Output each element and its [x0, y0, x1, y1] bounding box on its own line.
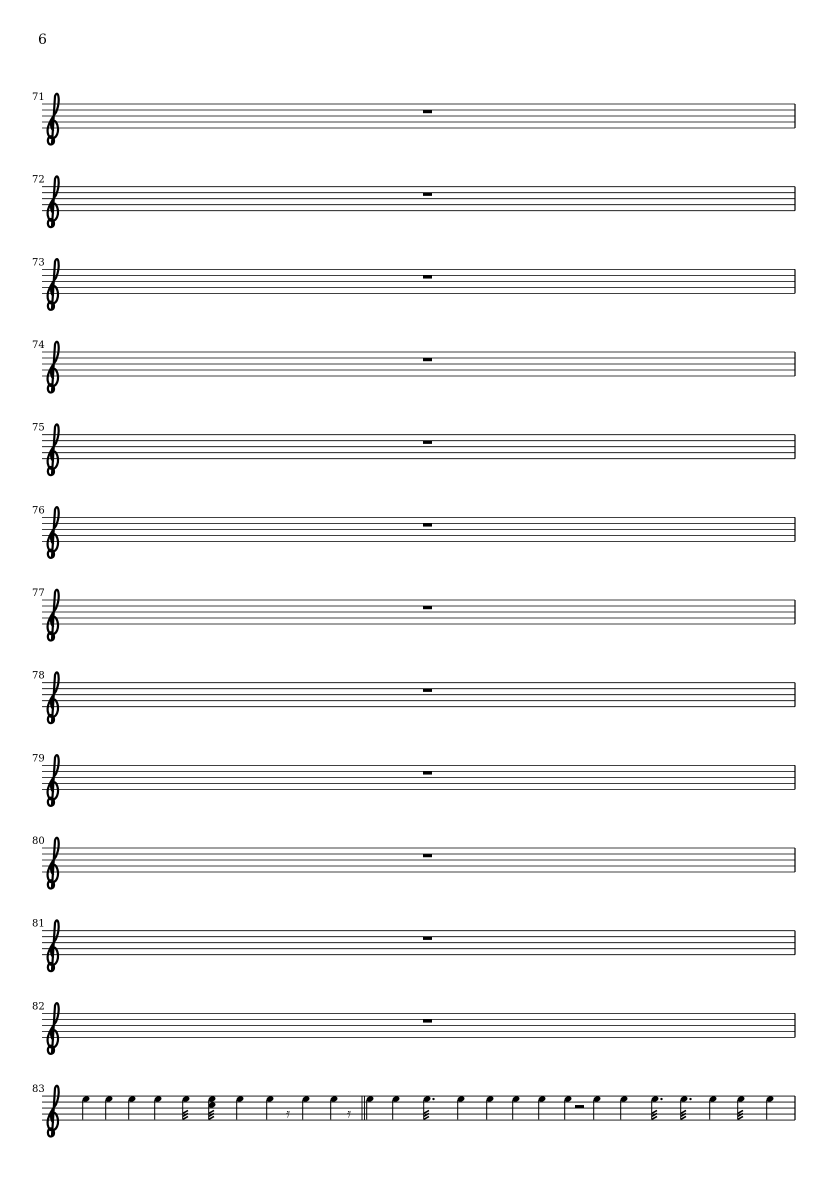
- whole-rest: [423, 358, 432, 361]
- page-number: 6: [38, 32, 47, 48]
- measure-number: 81: [32, 918, 45, 930]
- treble-clef-icon: [48, 507, 59, 558]
- treble-clef-icon: [48, 259, 59, 310]
- staff-system: [32, 588, 795, 640]
- whole-rest: [423, 275, 432, 278]
- staff-system: [32, 836, 795, 888]
- whole-rest: [423, 1019, 432, 1022]
- measure-number: 80: [32, 836, 45, 848]
- whole-rest: [423, 606, 432, 609]
- treble-clef-icon: [48, 94, 59, 145]
- treble-clef-icon: [48, 838, 59, 889]
- measure-number: 74: [32, 340, 45, 352]
- staff-system: [32, 919, 795, 971]
- whole-rest: [423, 110, 432, 113]
- measure-number: 77: [32, 588, 45, 600]
- measure-number: 73: [32, 257, 45, 269]
- treble-clef-icon: [48, 342, 59, 393]
- measure-number: 83: [32, 1084, 45, 1096]
- measure-number: 75: [32, 422, 45, 434]
- staff-system: [32, 1084, 795, 1136]
- measure-number: 79: [32, 753, 45, 765]
- whole-rest: [423, 937, 432, 940]
- measure-number: 76: [32, 505, 45, 517]
- half-rest: [575, 1105, 584, 1108]
- sixteenth-rest: 𝄿: [286, 1106, 290, 1122]
- treble-clef-icon: [48, 1003, 59, 1054]
- staff-system: [32, 505, 795, 557]
- treble-clef-icon: [48, 755, 59, 806]
- measure-number: 71: [32, 92, 45, 103]
- staff-system: [32, 257, 795, 309]
- treble-clef-icon: [48, 424, 59, 475]
- treble-clef-icon: [48, 672, 59, 723]
- staff-system: [32, 340, 795, 392]
- staff-system: [32, 753, 795, 805]
- whole-rest: [423, 523, 432, 526]
- treble-clef-icon: [48, 590, 59, 641]
- augmentation-dot: [689, 1098, 691, 1100]
- treble-clef-icon: [48, 920, 59, 971]
- sixteenth-rest: 𝄿: [347, 1106, 351, 1122]
- staff-system: [32, 175, 795, 227]
- treble-clef-icon: [48, 176, 59, 227]
- augmentation-dot: [432, 1098, 434, 1100]
- whole-rest: [423, 771, 432, 774]
- whole-rest: [423, 441, 432, 444]
- measure-number: 82: [32, 1001, 45, 1013]
- measure-number: 72: [32, 174, 45, 186]
- measure-number: 78: [32, 670, 45, 682]
- whole-rest: [423, 854, 432, 857]
- augmentation-dot: [660, 1098, 662, 1100]
- staff-system: [32, 671, 795, 723]
- staff-system: [32, 1001, 795, 1053]
- treble-clef-icon: [48, 1086, 59, 1137]
- whole-rest: [423, 689, 432, 692]
- whole-rest: [423, 193, 432, 196]
- staff-system: [32, 92, 795, 144]
- staff-system: [32, 423, 795, 475]
